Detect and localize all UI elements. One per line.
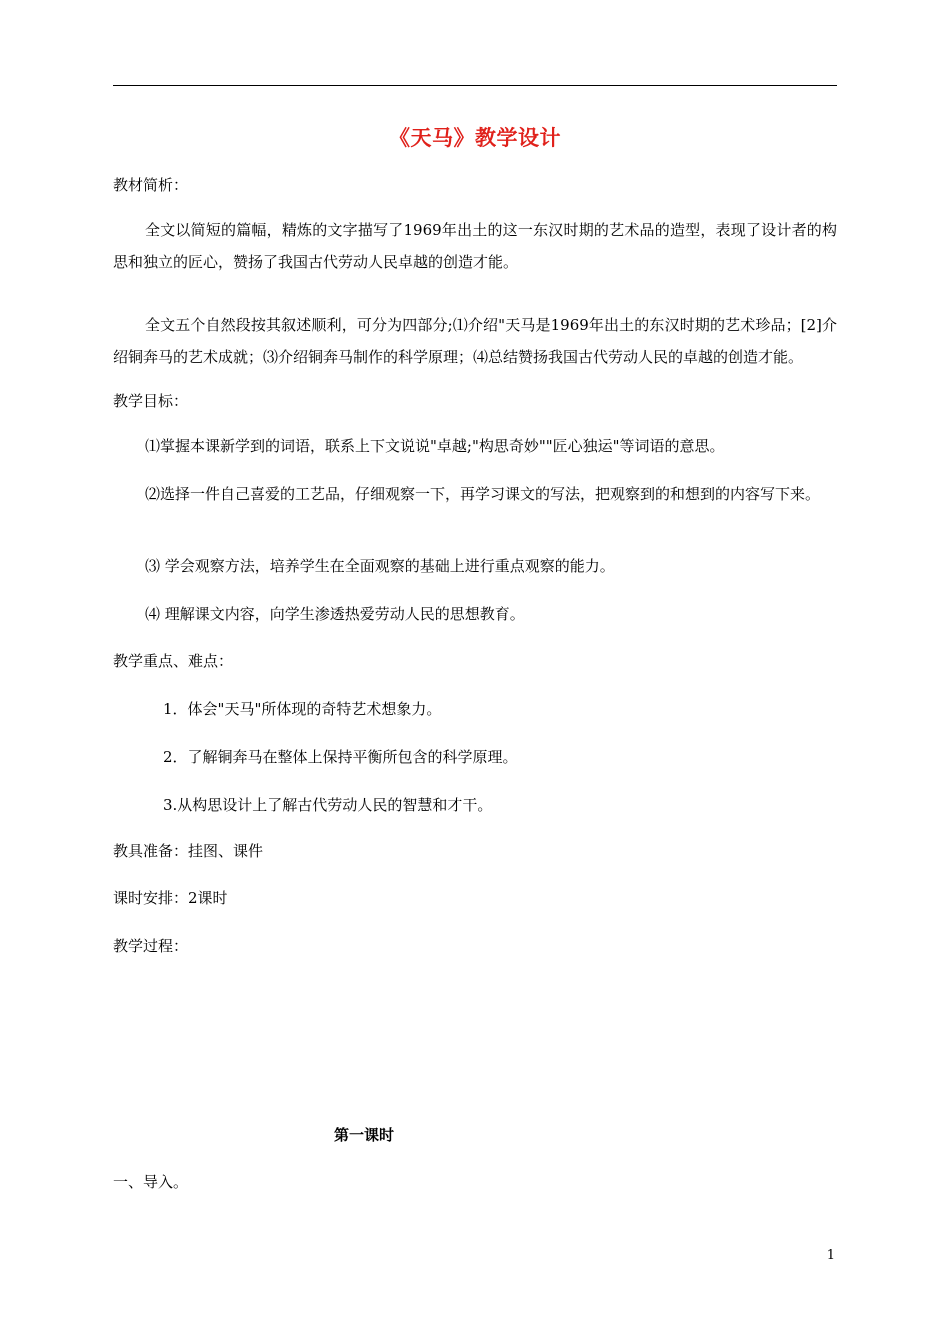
analysis-heading: 教材简析：	[113, 176, 189, 194]
process-heading: 教学过程：	[113, 937, 189, 955]
page-number: 1	[826, 1248, 835, 1263]
goal-item-2: ⑵选择一件自己喜爱的工艺品，仔细观察一下，再学习课文的写法，把观察到的和想到的内容写下来。	[145, 485, 821, 503]
key-point-1: 1．体会"天马"所体现的奇特艺术想象力。	[163, 700, 442, 718]
goal-item-3: ⑶ 学会观察方法，培养学生在全面观察的基础上进行重点观察的能力。	[145, 557, 615, 575]
key-point-2: 2．了解铜奔马在整体上保持平衡所包含的科学原理。	[163, 748, 518, 766]
materials-line: 教具准备：挂图、课件	[113, 842, 264, 860]
analysis-paragraph-2: 全文五个自然段按其叙述顺利，可分为四部分;⑴介绍"天马是1969年出土的东汉时期的艺术珍品；[2]介绍铜奔马的艺术成就；⑶介绍铜奔马制作的科学原理；⑷总结赞扬我国古代劳动人民的卓越的创造才能。	[113, 316, 837, 366]
document-title: 《天马》教学设计	[389, 125, 561, 150]
goal-item-1: ⑴掌握本课新学到的词语，联系上下文说说"卓越;"构思奇妙""匠心独运"等词语的意思。	[145, 437, 725, 455]
key-point-3: 3.从构思设计上了解古代劳动人民的智慧和才干。	[163, 796, 493, 814]
analysis-paragraph-1: 全文以简短的篇幅，精炼的文字描写了1969年出土的这一东汉时期的艺术品的造型，表现了设计者的构思和独立的匠心，赞扬了我国古代劳动人民卓越的创造才能。	[113, 221, 837, 271]
goals-heading: 教学目标：	[113, 392, 189, 410]
key-points-heading: 教学重点、难点：	[113, 652, 234, 670]
step-one: 一、导入。	[113, 1173, 189, 1191]
goal-item-4: ⑷ 理解课文内容，向学生渗透热爱劳动人民的思想教育。	[145, 605, 525, 623]
lesson-heading: 第一课时	[333, 1126, 394, 1144]
schedule-line: 课时安排：2课时	[113, 889, 228, 907]
header-rule	[113, 85, 837, 86]
